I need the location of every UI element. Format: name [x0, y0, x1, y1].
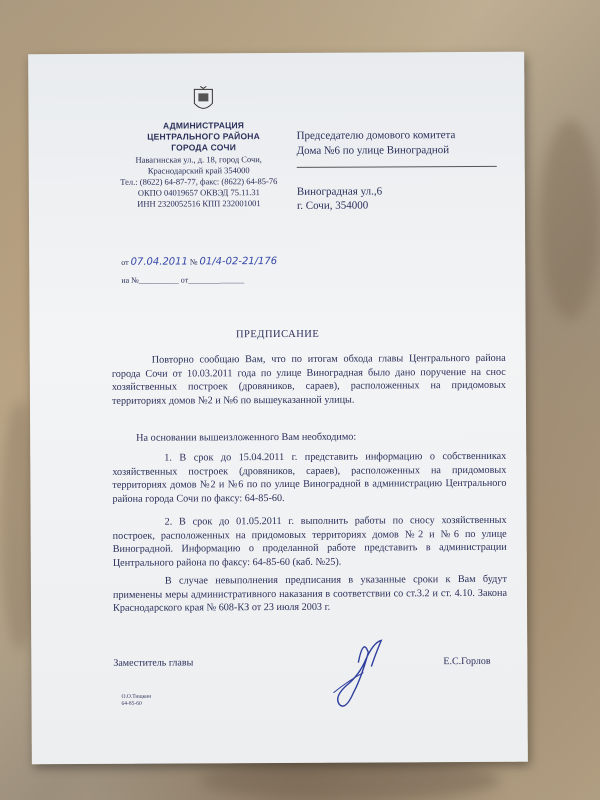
- org-line: ГОРОДА СОЧИ: [171, 142, 237, 153]
- paragraph: 1. В срок до 15.04.2011 г. представить информацию о собственниках хозяйственных построек (дровяников, сараев), расположенных на придомовых территориях домов №2 и №6 по по улице Виноградной в администрацию Центрального района города Сочи по факсу: 64-85-60.: [112, 450, 507, 505]
- signatory-name: Е.С.Горлов: [443, 655, 491, 668]
- wall-stain: [200, 760, 500, 800]
- recipient-address: [297, 184, 382, 212]
- coat-of-arms-icon: [192, 85, 214, 115]
- recipient-line: Дома №6 по улице Виноградной: [296, 144, 450, 157]
- address-line: Тел.: (8622) 64-87-77, факс: (8622) 64-85-76: [120, 176, 278, 187]
- org-line: АДМИНИСТРАЦИЯ: [162, 120, 245, 131]
- handwritten-signature: [303, 632, 403, 723]
- number-label: №: [189, 257, 198, 267]
- from-label: от: [121, 257, 129, 267]
- paragraph: В случае невыполнения предписания в указанные сроки к Вам будут применены меры административного наказания в соответствии со ст.3.2 и ст. 4.10. Закона Краснодарского края № 608-КЗ от 23 июля 2003 г.: [112, 573, 507, 614]
- org-line: ЦЕНТРАЛЬНОГО РАЙОНА: [147, 131, 260, 142]
- wall-stain: [540, 120, 600, 320]
- recipient-address-line: г. Сочи, 354000: [296, 199, 369, 212]
- sender-address: [99, 154, 299, 210]
- recipient-address-line: Виноградная ул.,6: [296, 185, 383, 198]
- outgoing-number: [121, 253, 277, 290]
- paragraph: На основании вышеизложенного Вам необходимо:: [136, 431, 357, 444]
- document-title: ПРЕДПИСАНИЕ: [235, 328, 320, 341]
- handwritten-number: 01/4-02-21/176: [199, 256, 278, 268]
- address-line: ОКПО 04019657 ОКВЭД 75.11.31: [137, 187, 260, 198]
- divider: [297, 166, 497, 168]
- address-line: Краснодарский край 354000: [147, 165, 250, 176]
- executor-name: О.О.Тищкин: [121, 693, 152, 700]
- address-line: ИНН 2320052516 КПП 232001001: [137, 198, 261, 209]
- organization-name: [118, 120, 288, 154]
- paragraph: Повторно сообщаю Вам, что по итогам обхода главы Центрального района города Сочи от 10.03.2011 года по улице Виноградная было дано поручение на снос хозяйственных построек (дровяников, сараев), расположенных на придомовых территориях домов №2 и №6 по вышеуказанной улицы.: [111, 352, 506, 407]
- address-line: Навагинская ул., д. 18, город Сочи,: [135, 154, 262, 165]
- paragraph: 2. В срок до 01.05.2011 г. выполнить работы по сносу хозяйственных построек, расположенных на придомовых территориях домов №2 и №6 по улице Виноградной. Информацию о проделанной работе представить в администрации Центрального района по факсу: 64-85-60 (каб. №25).: [112, 514, 507, 569]
- executor-info: [121, 694, 151, 708]
- document-sheet: [28, 52, 528, 765]
- reply-reference: на №__________ от______________: [121, 275, 245, 285]
- recipient-line: Председателю домового комитета: [296, 129, 456, 142]
- handwritten-date: 07.04.2011: [130, 256, 188, 268]
- signatory-title: Заместитель главы: [113, 657, 194, 669]
- recipient-block: [297, 128, 509, 159]
- executor-phone: 64-85-60: [121, 700, 142, 707]
